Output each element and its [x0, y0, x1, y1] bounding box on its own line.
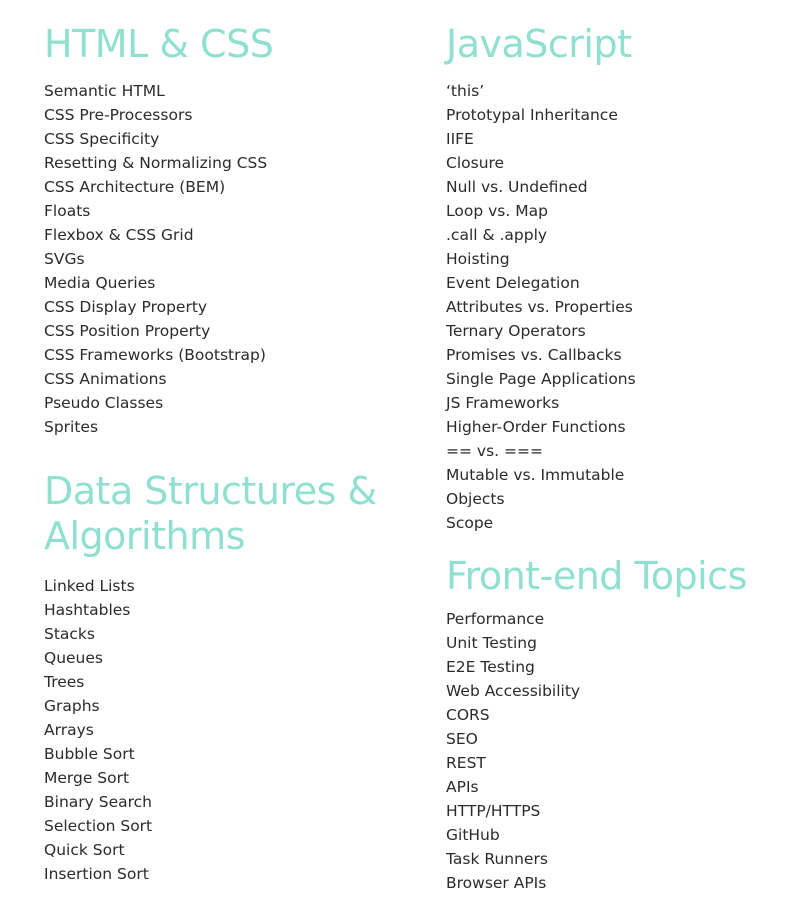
- list-item: IIFE: [446, 130, 474, 148]
- section-front-end: [446, 554, 747, 895]
- section-title-line-1: Data Structures &: [44, 469, 377, 513]
- section-title-html-css: HTML & CSS: [44, 22, 274, 66]
- section-title-front-end: Front-end Topics: [446, 554, 747, 598]
- list-item: JS Frameworks: [446, 394, 560, 412]
- list-item: Selection Sort: [44, 817, 153, 835]
- list-item: Queues: [44, 649, 103, 667]
- list-item: GitHub: [446, 826, 500, 844]
- list-item: ‘this’: [446, 82, 485, 100]
- section-data-structures: [44, 469, 377, 886]
- list-item: CSS Pre-Processors: [44, 106, 193, 124]
- list-item: CORS: [446, 706, 490, 724]
- list-item: Stacks: [44, 625, 95, 643]
- list-item: Task Runners: [446, 850, 548, 868]
- list-item: APIs: [446, 778, 479, 796]
- list-item: Linked Lists: [44, 577, 135, 595]
- topic-list-javascript: [446, 79, 636, 535]
- list-item: Single Page Applications: [446, 370, 636, 388]
- list-item: REST: [446, 754, 486, 772]
- list-item: Hashtables: [44, 601, 131, 619]
- list-item: == vs. ===: [446, 442, 543, 460]
- list-item: Scope: [446, 514, 494, 532]
- list-item: Web Accessibility: [446, 682, 581, 700]
- list-item: Promises vs. Callbacks: [446, 346, 622, 364]
- section-html-css: [44, 22, 273, 439]
- list-item: Performance: [446, 610, 545, 628]
- list-item: Event Delegation: [446, 274, 580, 292]
- list-item: CSS Specificity: [44, 130, 160, 148]
- list-item: .call & .apply: [446, 226, 548, 244]
- list-item: Quick Sort: [44, 841, 125, 859]
- list-item: HTTP/HTTPS: [446, 802, 541, 820]
- section-title-javascript: JavaScript: [446, 22, 632, 66]
- list-item: Unit Testing: [446, 634, 537, 652]
- list-item: Sprites: [44, 418, 99, 436]
- list-item: Mutable vs. Immutable: [446, 466, 625, 484]
- list-item: Resetting & Normalizing CSS: [44, 154, 268, 172]
- section-title-data-structures: [44, 469, 377, 559]
- list-item: Objects: [446, 490, 505, 508]
- list-item: Loop vs. Map: [446, 202, 548, 220]
- list-item: Binary Search: [44, 793, 152, 811]
- topic-list-front-end: [446, 607, 747, 895]
- list-item: Graphs: [44, 697, 100, 715]
- list-item: Media Queries: [44, 274, 156, 292]
- list-item: CSS Position Property: [44, 322, 211, 340]
- list-item: CSS Architecture (BEM): [44, 178, 226, 196]
- topic-list-html-css: [44, 79, 273, 439]
- section-title-line-2: Algorithms: [44, 514, 245, 558]
- list-item: CSS Frameworks (Bootstrap): [44, 346, 266, 364]
- list-item: Null vs. Undefined: [446, 178, 588, 196]
- list-item: E2E Testing: [446, 658, 535, 676]
- list-item: Attributes vs. Properties: [446, 298, 633, 316]
- list-item: Ternary Operators: [446, 322, 586, 340]
- list-item: Arrays: [44, 721, 94, 739]
- list-item: SVGs: [44, 250, 85, 268]
- list-item: Trees: [44, 673, 85, 691]
- list-item: Closure: [446, 154, 505, 172]
- list-item: Merge Sort: [44, 769, 130, 787]
- list-item: CSS Animations: [44, 370, 167, 388]
- section-javascript: [446, 22, 636, 535]
- list-item: Semantic HTML: [44, 82, 165, 100]
- topic-list-data-structures: [44, 574, 377, 886]
- list-item: Insertion Sort: [44, 865, 149, 883]
- list-item: SEO: [446, 730, 478, 748]
- list-item: Prototypal Inheritance: [446, 106, 618, 124]
- list-item: Bubble Sort: [44, 745, 135, 763]
- list-item: Hoisting: [446, 250, 510, 268]
- list-item: Pseudo Classes: [44, 394, 164, 412]
- list-item: Browser APIs: [446, 874, 547, 892]
- list-item: Flexbox & CSS Grid: [44, 226, 194, 244]
- list-item: Floats: [44, 202, 91, 220]
- list-item: CSS Display Property: [44, 298, 208, 316]
- list-item: Higher-Order Functions: [446, 418, 626, 436]
